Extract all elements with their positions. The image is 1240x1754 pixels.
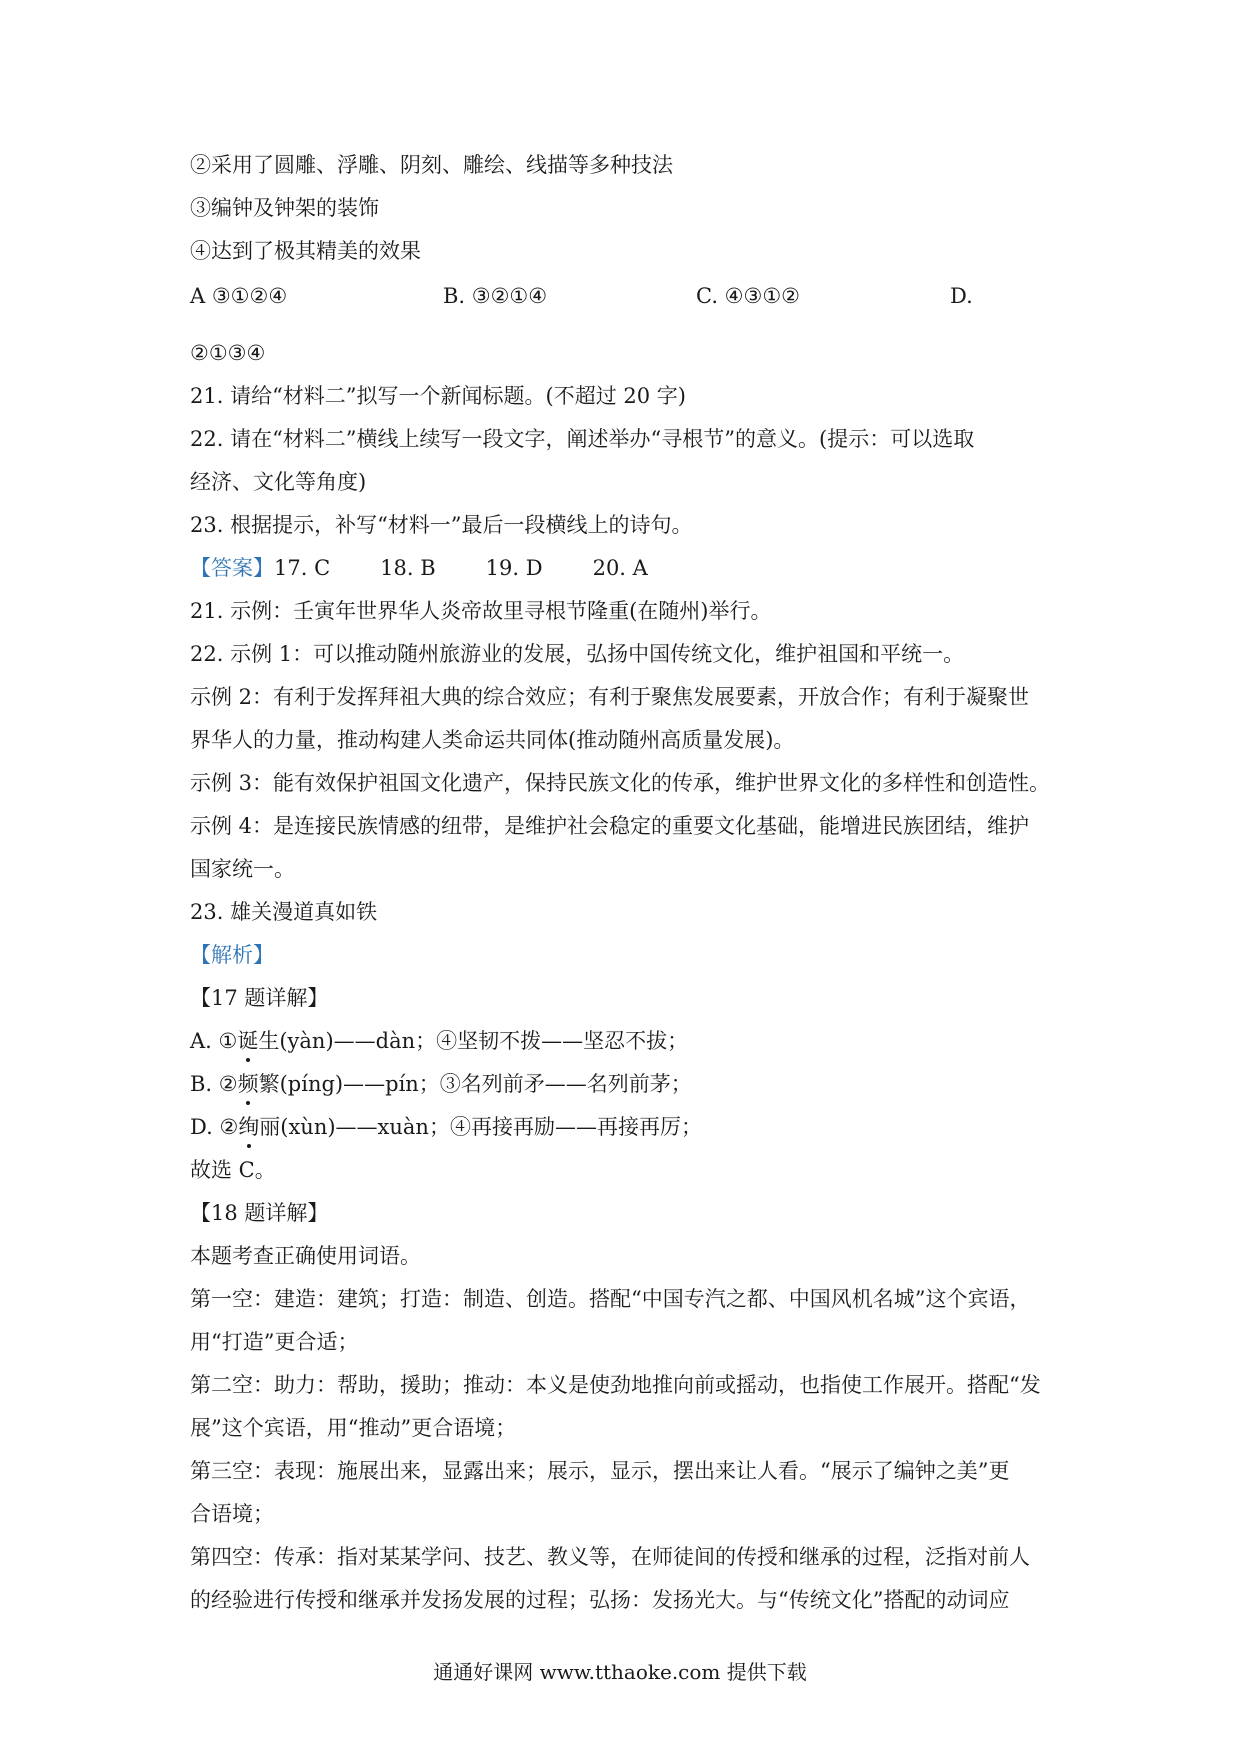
q17-b-prefix: B. ② xyxy=(190,1072,238,1096)
answer-20: 20. A xyxy=(592,556,648,580)
choice-a: A ③①②④ xyxy=(190,284,288,308)
q17-b-text: 繁(píng)——pín；③名列前矛——名列前茅； xyxy=(258,1072,692,1096)
option-item-4: ④达到了极其精美的效果 xyxy=(190,239,421,263)
question-21: 21. 请给“材料二”拟写一个新闻标题。(不超过 20 字) xyxy=(190,384,687,408)
question-22-cont: 经济、文化等角度) xyxy=(190,470,367,494)
q17-heading: 【17 题详解】 xyxy=(190,986,329,1010)
q18-blank-4-cont: 的经验进行传授和继承并发扬发展的过程；弘扬：发扬光大。与“传统文化”搭配的动词应 xyxy=(190,1588,1010,1612)
q17-d-text: 丽(xùn)——xuàn；④再接再励——再接再厉； xyxy=(259,1115,702,1139)
analysis-tag: 【解析】 xyxy=(190,943,274,967)
q18-blank-1-cont: 用“打造”更合适； xyxy=(190,1330,359,1354)
answer-line xyxy=(190,553,698,583)
answer-22-example-2: 示例 2：有利于发挥拜祖大典的综合效应；有利于聚焦发展要素，开放合作；有利于凝聚世 xyxy=(190,685,1030,709)
answer-18: 18. B xyxy=(380,556,436,580)
q18-intro: 本题考查正确使用词语。 xyxy=(190,1244,421,1268)
question-23: 23. 根据提示，补写“材料一”最后一段横线上的诗句。 xyxy=(190,513,693,537)
q17-conclusion: 故选 C。 xyxy=(190,1158,276,1182)
answer-22-example-2-cont: 界华人的力量，推动构建人类命运共同体(推动随州高质量发展)。 xyxy=(190,728,795,752)
q18-blank-1: 第一空：建造：建筑；打造：制造、创造。搭配“中国专汽之都、中国风机名城”这个宾语， xyxy=(190,1287,1031,1311)
answer-17: 17. C xyxy=(274,556,331,580)
answer-22-example-3: 示例 3：能有效保护祖国文化遗产，保持民族文化的传承，维护世界文化的多样性和创造性。 xyxy=(190,771,1051,795)
q17-d-dotted-char: 绚 xyxy=(238,1112,259,1142)
page-footer: 通通好课网 www.tthaoke.com 提供下载 xyxy=(433,1660,807,1684)
option-item-3: ③编钟及钟架的装饰 xyxy=(190,196,379,220)
q17-a-prefix: A. ① xyxy=(190,1029,238,1053)
answer-22-example-4-cont: 国家统一。 xyxy=(190,857,295,881)
q17-option-d xyxy=(190,1112,702,1142)
q18-blank-2-cont: 展”这个宾语，用“推动”更合语境； xyxy=(190,1416,517,1440)
q17-a-text: 生(yàn)——dàn；④坚韧不拨——坚忍不拔； xyxy=(258,1029,689,1053)
q17-b-dotted-char: 频 xyxy=(238,1069,259,1099)
q17-option-b xyxy=(190,1069,692,1099)
answer-22-example-1: 22. 示例 1：可以推动随州旅游业的发展，弘扬中国传统文化，维护祖国和平统一。 xyxy=(190,642,965,666)
answer-23: 23. 雄关漫道真如铁 xyxy=(190,900,378,924)
q17-option-a xyxy=(190,1026,688,1056)
q17-a-dotted-char: 诞 xyxy=(237,1026,258,1056)
q18-blank-3-cont: 合语境； xyxy=(190,1502,274,1526)
choice-c: C. ④③①② xyxy=(696,284,800,308)
answer-tag: 【答案】 xyxy=(190,556,274,580)
question-22: 22. 请在“材料二”横线上续写一段文字，阐述举办“寻根节”的意义。(提示：可以选取 xyxy=(190,427,975,451)
option-item-2: ②采用了圆雕、浮雕、阴刻、雕绘、线描等多种技法 xyxy=(190,153,673,177)
q18-blank-4: 第四空：传承：指对某某学问、技艺、教义等，在师徒间的传授和继承的过程，泛指对前人 xyxy=(190,1545,1030,1569)
answer-19: 19. D xyxy=(485,556,543,580)
choice-d-content: ②①③④ xyxy=(190,341,266,365)
q18-heading: 【18 题详解】 xyxy=(190,1201,329,1225)
choice-b: B. ③②①④ xyxy=(443,284,548,308)
answer-22-example-4: 示例 4：是连接民族情感的纽带，是维护社会稳定的重要文化基础，能增进民族团结，维护 xyxy=(190,814,1030,838)
q18-blank-2: 第二空：助力：帮助，援助；推动：本义是使劲地推向前或摇动，也指使工作展开。搭配“发 xyxy=(190,1373,1041,1397)
choice-d: D. xyxy=(950,284,973,308)
q18-blank-3: 第三空：表现：施展出来，显露出来；展示，显示，摆出来让人看。“展示了编钟之美”更 xyxy=(190,1459,1010,1483)
answer-21: 21. 示例：壬寅年世界华人炎帝故里寻根节隆重(在随州)举行。 xyxy=(190,599,772,623)
q17-d-prefix: D. ② xyxy=(190,1115,239,1139)
